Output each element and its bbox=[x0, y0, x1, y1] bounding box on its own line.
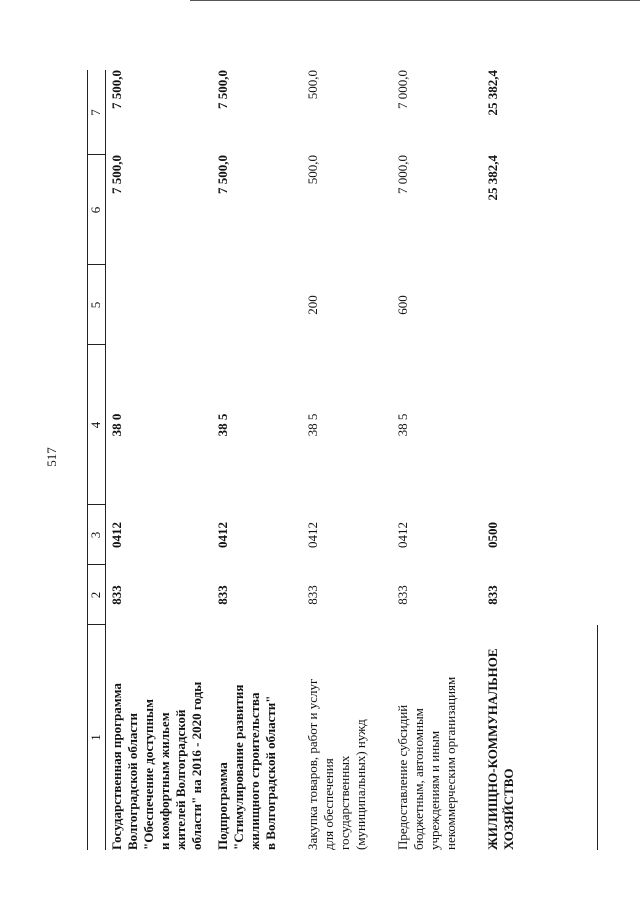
row-3-col-6: 500,0 bbox=[305, 155, 320, 185]
row-3-col-5: 200 bbox=[305, 295, 320, 315]
table-bottom-border bbox=[597, 625, 598, 850]
row-5-col-3: 0500 bbox=[485, 522, 500, 548]
row-2-col-7: 7 500,0 bbox=[215, 70, 230, 109]
row-1-col-3: 0412 bbox=[109, 522, 124, 548]
row-2-col-4: 38 5 bbox=[215, 413, 230, 437]
row-4-col-2: 833 bbox=[395, 585, 410, 605]
row-3-col-3: 0412 bbox=[305, 522, 320, 548]
row-4-col-3: 0412 bbox=[395, 522, 410, 548]
row-2-name: Подпрограмма "Стимулирование развития жилищного строительства в Волгоградской области" bbox=[215, 684, 278, 850]
page-number: 517 bbox=[44, 447, 59, 467]
row-5-name: ЖИЛИЩНО-КОММУНАЛЬНОЕ ХОЗЯЙСТВО bbox=[485, 648, 516, 850]
row-4-col-5: 600 bbox=[395, 295, 410, 315]
row-4-col-6: 7 000,0 bbox=[395, 155, 410, 194]
header-col-1: 1 bbox=[88, 734, 103, 741]
row-5-col-6: 25 382,4 bbox=[485, 155, 500, 201]
row-4-name: Предоставление субсидий бюджетным, автономным учреждениям и иным некоммерческим организациям bbox=[395, 676, 458, 850]
row-4-col-7: 7 000,0 bbox=[395, 70, 410, 109]
row-1-name: Государственная программа Волгоградской области "Обеспечение доступным и комфортным жильем жителей Волгоградской области" на 2016 - 2020 годы bbox=[109, 681, 204, 850]
row-3-name: Закупка товаров, работ и услуг для обеспечения государственных (муниципальных) нужд bbox=[305, 678, 368, 850]
row-4-col-4: 38 5 bbox=[395, 413, 410, 437]
header-col-2: 2 bbox=[88, 591, 103, 599]
row-1-col-2: 833 bbox=[109, 585, 124, 605]
header-col-5: 5 bbox=[88, 301, 103, 309]
row-2-col-2: 833 bbox=[215, 585, 230, 605]
row-1-col-4: 38 0 bbox=[109, 413, 124, 437]
row-2-col-6: 7 500,0 bbox=[215, 155, 230, 194]
row-1-col-6: 7 500,0 bbox=[109, 155, 124, 194]
row-5-col-2: 833 bbox=[485, 585, 500, 605]
header-col-6: 6 bbox=[88, 206, 103, 214]
top-rule bbox=[190, 0, 640, 1]
budget-table bbox=[87, 70, 627, 850]
header-bottom-border bbox=[105, 70, 106, 850]
row-5-col-7: 25 382,4 bbox=[485, 70, 500, 116]
header-col-4: 4 bbox=[88, 421, 103, 429]
row-3-col-4: 38 5 bbox=[305, 413, 320, 437]
header-col-7: 7 bbox=[88, 109, 103, 116]
row-2-col-3: 0412 bbox=[215, 522, 230, 548]
header-col-3: 3 bbox=[88, 531, 103, 539]
row-1-col-7: 7 500,0 bbox=[109, 70, 124, 109]
row-3-col-7: 500,0 bbox=[305, 70, 320, 100]
row-3-col-2: 833 bbox=[305, 585, 320, 605]
